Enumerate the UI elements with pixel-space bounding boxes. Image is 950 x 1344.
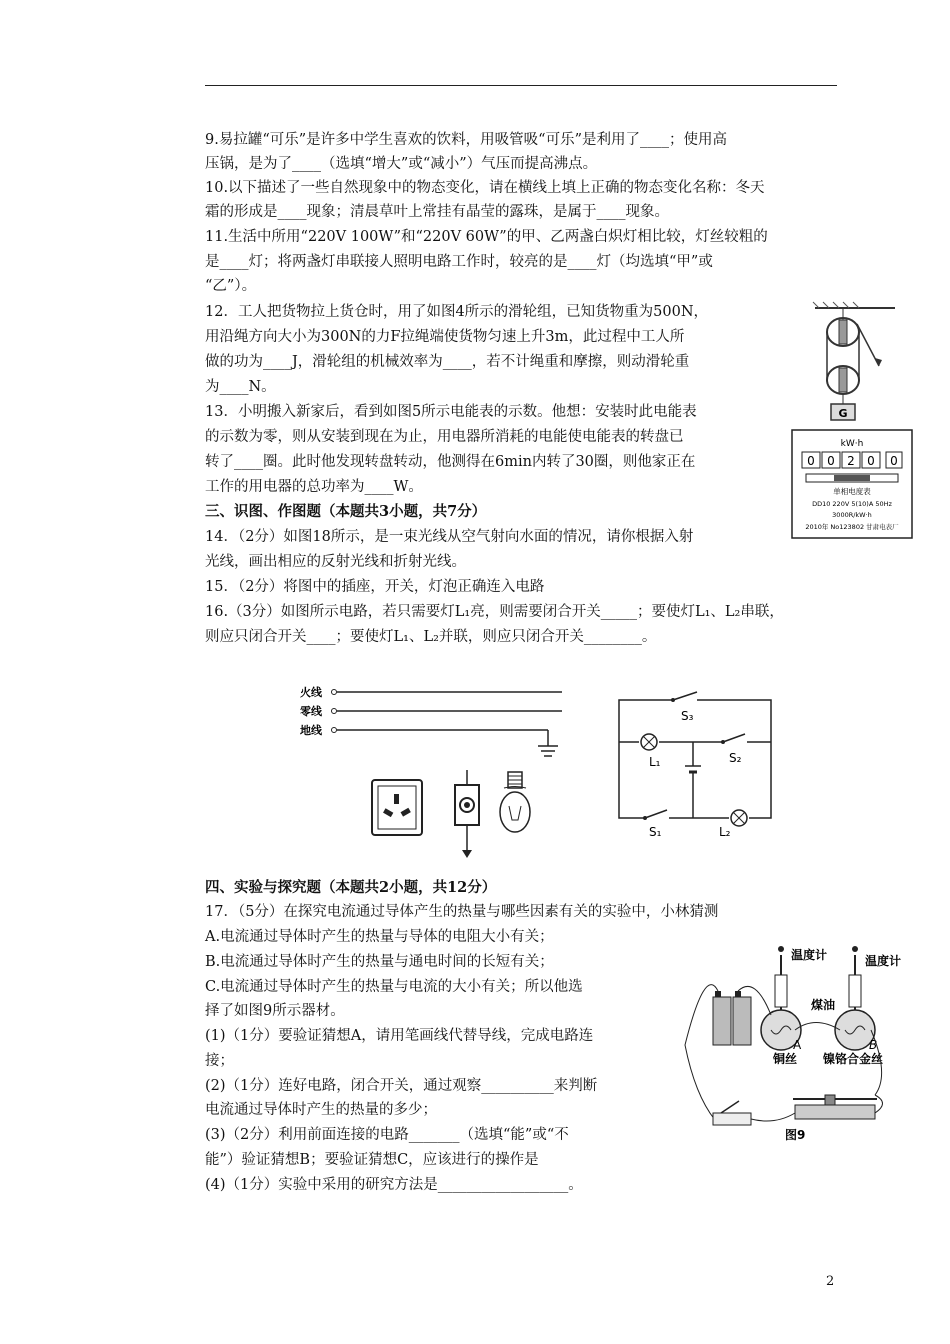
meter-digit-2: 0 [827,454,835,468]
q10-line2: 霜的形成是____现象；清晨草叶上常挂有晶莹的露珠，是属于____现象。 [205,204,669,220]
wire-a-label: A [793,1038,802,1052]
meter-name: 单相电度表 [833,487,871,496]
q17-line1: 17．（5分）在探究电流通过导体产生的热量与哪些因素有关的实验中，小林猜测 [205,904,719,920]
q10-line1: 10.以下描述了一些自然现象中的物态变化，请在横线上填上正确的物态变化名称：冬天 [205,180,765,196]
page-number: 2 [826,1274,835,1289]
circuit-figure [605,690,785,838]
meter-digit-1: 0 [807,454,815,468]
circuit-l2-label: L₂ [719,825,731,838]
meter-spec-3: 2010年 No123802 甘肃电表厂 [805,523,899,531]
header-rule [205,85,837,86]
circuit-s1-label: S₁ [649,825,662,838]
thermometer-b-label: 温度计 [865,954,902,968]
pulley-figure [805,300,905,425]
q11-line3: “乙”）。 [205,278,257,294]
q17-part3-line1: (3)（2分）利用前面连接的电路_______（选填“能”或“不 [205,1127,569,1143]
q9-line1: 9.易拉罐“可乐”是许多中学生喜欢的饮料，用吸管吸“可乐”是利用了____；使用高 [205,132,727,148]
circuit-l1-label: L₁ [649,755,661,769]
q13-line4: 工作的用电器的总功率为____W。 [205,479,423,495]
q12-line3: 做的功为____J，滑轮组的机械效率为____，若不计绳重和摩擦，则动滑轮重 [205,354,690,370]
q12-line1: 12．工人把货物拉上货仓时，用了如图4所示的滑轮组，已知货物重为500N， [205,304,709,320]
circuit-s2-label: S₂ [729,751,742,765]
q9-line2: 压锅，是为了____（选填“增大”或“减小”）气压而提高沸点。 [205,156,598,172]
q15-line1: 15．（2分）将图中的插座，开关，灯泡正确连入电路 [205,579,545,595]
section4-heading: 四、实验与探究题（本题共2小题，共12分） [205,879,497,896]
q17-part2-line2: 电流通过导体时产生的热量的多少； [205,1102,437,1118]
q14-line1: 14．（2分）如图18所示，是一束光线从空气射向水面的情况，请你根据入射 [205,529,694,545]
q14-line2: 光线，画出相应的反射光线和折射光线。 [205,554,466,570]
copper-wire-label: 铜丝 [773,1052,798,1066]
figure-9-caption: 图9 [785,1128,806,1142]
pulley-load-label: G [838,407,848,420]
q17-guess-a: A.电流通过导体时产生的热量与导体的电阻大小有关； [205,929,554,945]
meter-spec-1: DD10 220V 5(10)A 50Hz [812,500,892,508]
circuit-s3-label: S₃ [681,709,694,723]
live-wire-label: 火线 [300,686,322,699]
q17-part1-line1: (1)（1分）要验证猜想A，请用笔画线代替导线，完成电路连 [205,1028,594,1044]
thermometer-a-label: 温度计 [791,948,828,962]
q11-line2: 是____灯；将两盏灯串联接人照明电路工作时，较亮的是____灯（均选填“甲”或 [205,254,713,270]
apparatus-figure [675,935,915,1145]
q11-line1: 11.生活中所用“220V 100W”和“220V 60W”的甲、乙两盏白炽灯相比较，灯丝较粗的 [205,229,768,245]
electric-meter-figure [790,428,914,540]
meter-digit-5: 0 [890,454,898,468]
q17-line5: 择了如图9所示器材。 [205,1003,345,1019]
q17-guess-b: B.电流通过导体时产生的热量与通电时间的长短有关； [205,954,554,970]
q17-part3-line2: 能”）验证猜想B；要验证猜想C，应该进行的操作是 [205,1152,539,1168]
wire-b-label: B [869,1038,878,1052]
q16-line2: 则应只闭合开关____；要使灯L₁、L₂并联，则应只闭合开关________。 [205,629,657,645]
q17-part1-line2: 接； [205,1053,234,1069]
q12-line2: 用沿绳方向大小为300N的力F拉绳端使货物匀速上升3m，此过程中工人所 [205,329,685,345]
neutral-wire-label: 零线 [300,705,322,718]
meter-unit: kW·h [840,439,864,449]
q17-part4-line1: (4)（1分）实验中采用的研究方法是__________________。 [205,1177,583,1193]
q12-line4: 为____N。 [205,379,276,395]
q17-guess-c: C.电流通过导体时产生的热量与电流的大小有关；所以他选 [205,979,583,995]
ground-wire-label: 地线 [300,724,322,737]
kerosene-label: 煤油 [811,998,836,1012]
nichrome-wire-label: 镍铬合金丝 [823,1052,884,1066]
q16-line1: 16.（3分）如图所示电路，若只需要灯L₁亮，则需要闭合开关_____；要使灯L₁、L₂串联， [205,604,784,620]
section3-heading: 三、识图、作图题（本题共3小题，共7分） [205,503,487,520]
q13-line1: 13．小明搬入新家后，看到如图5所示电能表的示数。他想：安装时此电能表 [205,404,697,420]
q13-line3: 转了____圈。此时他发现转盘转动，他测得在6min内转了30圈，则他家正在 [205,454,696,470]
q13-line2: 的示数为零，则从安装到现在为止，用电器所消耗的电能使电能表的转盘已 [205,429,684,445]
meter-digit-3: 2 [847,454,855,468]
q17-part2-line1: (2)（1分）连好电路，闭合开关，通过观察__________来判断 [205,1078,598,1094]
meter-spec-2: 3000R/kW·h [832,511,872,519]
household-wiring-figure [290,680,570,865]
meter-digit-4: 0 [867,454,875,468]
